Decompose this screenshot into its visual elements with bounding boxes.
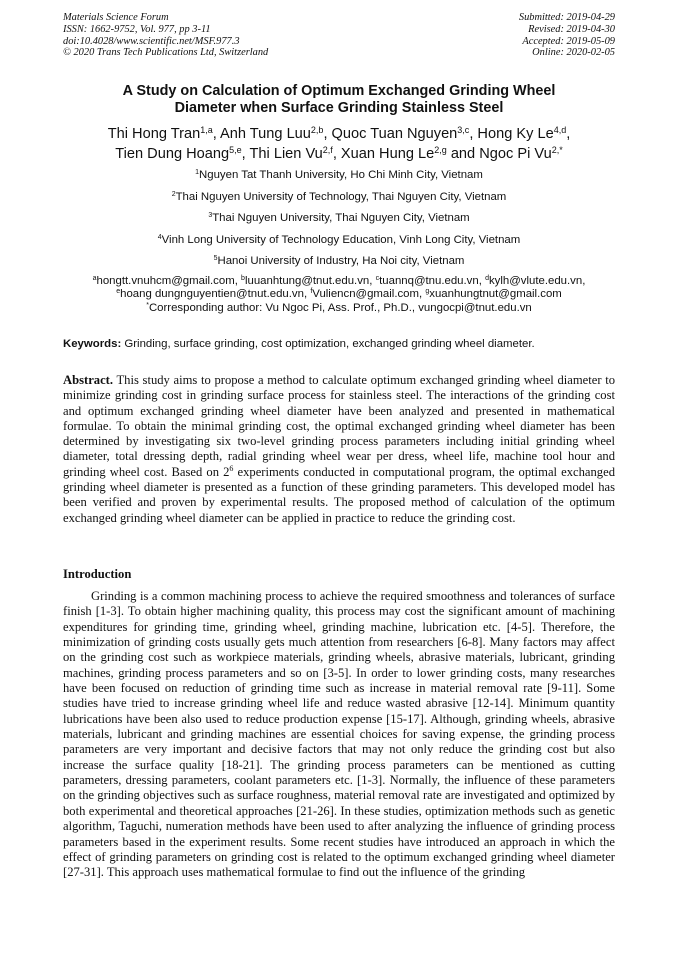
affiliation-number: 3 — [208, 212, 213, 219]
affiliation-text: Hanoi University of Industry, Ha Noi city, Vietnam — [217, 255, 465, 267]
email-line-2: $^e$hoang dungnguyentien@tnut.edu.vn, $^f$Vuliencn@gmail.com, $^g$xuanhungtnut@gmail.com — [116, 288, 562, 301]
author-name: Quoc Tuan Nguyen — [331, 126, 458, 142]
author-separator: , — [469, 126, 478, 142]
title-line-1: A Study on Calculation of Optimum Exchanged Grinding Wheel — [122, 83, 556, 99]
author-list — [63, 124, 615, 164]
email-list — [63, 275, 615, 315]
journal-issn: ISSN: 1662-9752, Vol. 977, pp 3-11 — [63, 23, 211, 35]
abstract-label: Abstract. — [63, 373, 114, 387]
journal-doi: doi:10.4028/www.scientific.net/MSF.977.3 — [63, 35, 240, 47]
email-mark: g — [425, 288, 430, 296]
keywords-label: Keywords: — [63, 338, 122, 350]
author-name: Tien Dung Hoang — [115, 146, 230, 162]
date-accepted: Accepted: 2019-05-09 — [522, 35, 615, 47]
author-affil-mark: 2,g — [434, 145, 447, 155]
email-mark: b — [241, 275, 245, 282]
author-name: Thi Lien Vu — [249, 146, 323, 162]
date-online: Online: 2020-02-05 — [532, 47, 615, 59]
email-e[interactable]: hoang dungnguyentien@tnut.edu.vn — [120, 288, 304, 301]
affiliation-text: Nguyen Tat Thanh University, Ho Chi Minh City, Vietnam — [199, 169, 483, 181]
date-submitted: Submitted: 2019-04-29 — [518, 12, 615, 23]
author-separator: , — [332, 146, 341, 162]
affiliation-number: 5 — [213, 255, 218, 262]
email-f[interactable]: Vuliencn@gmail.com — [312, 288, 420, 301]
email-mark: c — [375, 275, 380, 282]
email-g[interactable]: xuanhungtnut@gmail.com — [429, 288, 562, 301]
email-b[interactable]: luuanhtung@tnut.edu.vn — [244, 275, 370, 287]
affiliation-5 — [63, 252, 615, 274]
author-separator: , — [241, 146, 250, 162]
author-separator: and — [446, 146, 480, 162]
author-name: Thi Hong Tran — [107, 126, 201, 142]
journal-copyright: © 2020 Trans Tech Publications Ltd, Switzerland — [63, 47, 269, 59]
author-separator: , — [323, 126, 332, 142]
affiliation-1 — [63, 166, 615, 188]
abstract-text-1: This study aims to propose a method to calculate optimum exchanged grinding wheel diameter to minimize grinding cost in grinding surface process for stainless steel. The interactions of the grinding cost and optimum exchanged grinding wheel diameter have been analyzed and presented in mathematical formulae. To obtain the minimal grinding cost, the optimal exchanged grinding wheel diameter has been determined by investigating six two-level grinding process parameters including initial grinding wheel diameter, total dressing depth, radial grinding wheel wear per dress, wheel life, machine tool hour and grinding wheel cost. Based on 2 — [63, 373, 615, 479]
author-affil-mark: 1,a — [200, 125, 213, 135]
title-line-2: Diameter when Surface Grinding Stainless Steel — [174, 100, 504, 116]
affiliation-number: 1 — [195, 169, 200, 176]
affiliation-3 — [63, 209, 615, 231]
abstract-text-2: experiments conducted in computational program, the optimal exchanged grinding wheel diameter is presented as a function of these grinding parameters. This developed model has been verified and proven by experimental results. The proposed method of calculation of the optimum exchanged grinding wheel diameter can be applied in practice to reduce the grinding cost. — [63, 464, 615, 525]
introduction-text: Grinding is a common machining process to achieve the required smoothness and tolerances of surface finish [1-3]. To obtain higher machining quality, this process may cost the significant amount of machining expenditures for grinding time, grinding wheel, grinding machine, lubrication etc. [4-5]. Therefore, the minimization of grinding costs usually gets much attention from researchers [6-8]. Many factors may affect on the grinding cost such as workpiece materials, grinding wheels, abrasive materials, lubricant, grinding machines, grinding process parameters and so on [3-5]. In order to lower grinding costs, many researches have been focused on reduction of grinding time such as increase in material removal rate [9-11]. Some studies have tried to increase grinding wheel life and reduce wasted abrasive [12-14]. Minimum quantity lubrications have been also used to reduce production expense [15-17]. Although, grinding wheels, abrasive materials, lubricant and grinding machines are essential choices for saving expense, the grinding process parameters are very important and decisive factors that may not only reduce the grinding cost but also increase the surface quality [18-21]. The grinding process parameters can be mentioned as cutting parameters, dressing parameters, coolant parameters etc. [1-3]. Normally, the influence of these parameters on the grinding objectives such as surface roughness, material removal rate are investigated and optimized by both experimental and theoretical approaches [21-26]. In these studies, optimization methods such as genetic algorithm, Taguchi, numeration methods have been used to after analyzing the influence of grinding process parameters based in the experiment results. Some recent studies have introduced an approach in which the effect of grinding parameters on grinding cost is related to the optimum exchanged grinding wheel diameter [27-31]. This approach uses mathematical formulae to find out the influence of the grinding — [63, 589, 615, 880]
keywords-text: Grinding, surface grinding, cost optimization, exchanged grinding wheel diameter. — [124, 338, 535, 350]
email-d[interactable]: kylh@vlute.edu.vn — [488, 275, 583, 287]
affiliation-text: Thai Nguyen University, Thai Nguyen City, Vietnam — [212, 212, 470, 224]
introduction-heading: Introduction — [63, 567, 132, 581]
author-affil-mark: 2,* — [551, 145, 563, 155]
affiliation-4 — [63, 231, 615, 253]
journal-info — [63, 12, 268, 59]
author-name: Hong Ky Le — [477, 126, 554, 142]
journal-name: Materials Science Forum — [63, 12, 169, 23]
paper-title — [63, 83, 615, 117]
publication-dates — [519, 12, 615, 59]
author-affil-mark: 5,e — [229, 145, 242, 155]
date-revised: Revised: 2019-04-30 — [528, 23, 615, 35]
affiliation-text: Thai Nguyen University of Technology, Thai Nguyen City, Vietnam — [175, 190, 507, 203]
affiliation-number: 4 — [157, 233, 162, 241]
email-mark: a — [92, 275, 97, 282]
affiliation-text: Vinh Long University of Technology Education, Vinh Long City, Vietnam — [161, 233, 521, 246]
author-line-2 — [63, 144, 615, 164]
author-line-1 — [63, 124, 615, 144]
email-mark: d — [485, 275, 489, 282]
email-c[interactable]: tuannq@tnu.edu.vn — [379, 275, 479, 287]
affiliation-number: 2 — [171, 190, 176, 198]
email-mark: * — [146, 301, 149, 309]
author-affil-mark: 3,c — [457, 125, 470, 135]
corresponding-author-text: Corresponding author: Vu Ngoc Pi, Ass. Prof., Ph.D., vungocpi@tnut.edu.vn — [148, 301, 532, 314]
keywords — [63, 337, 615, 351]
author-name: Ngoc Pi Vu — [479, 146, 552, 162]
author-separator: , — [566, 126, 571, 142]
affiliation-list — [63, 166, 615, 274]
abstract — [63, 373, 615, 526]
email-line-1: $^a$hongtt.vnuhcm@gmail.com, $^b$luuanhtung@tnut.edu.vn, $^c$tuannq@tnu.edu.vn, $^d$kylh@vlute.edu.vn, — [92, 275, 586, 287]
abstract-exponent: 6 — [229, 463, 234, 473]
author-separator: , — [212, 126, 221, 142]
affiliation-2 — [63, 188, 615, 210]
email-mark: e — [116, 288, 121, 296]
author-affil-mark: 2,f — [322, 145, 333, 155]
email-mark: f — [310, 288, 313, 296]
author-affil-mark: 2,b — [310, 125, 324, 135]
author-affil-mark: 4,d — [553, 125, 567, 135]
email-a[interactable]: hongtt.vnuhcm@gmail.com — [96, 275, 235, 287]
author-name: Xuan Hung Le — [340, 146, 435, 162]
corresponding-author — [63, 302, 615, 315]
author-name: Anh Tung Luu — [220, 126, 311, 142]
